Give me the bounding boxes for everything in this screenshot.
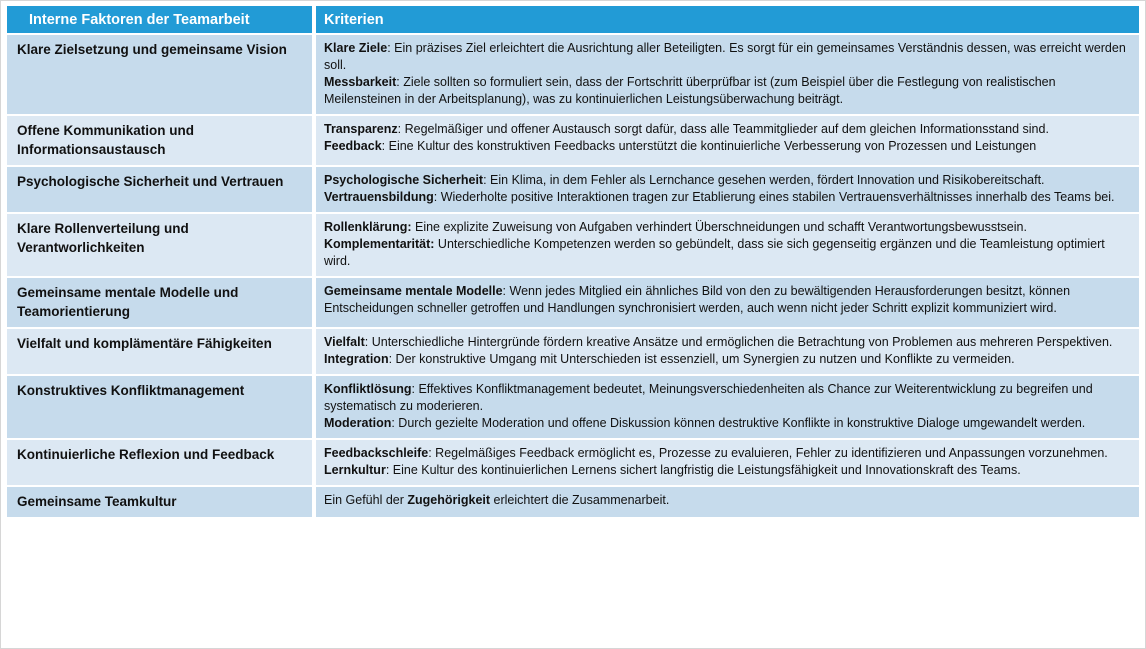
factor-cell: Kontinuierliche Reflexion und Feedback	[7, 440, 312, 485]
criterion-term: Komplementarität:	[324, 237, 435, 251]
criterion-text: : Effektives Konfliktmanagement bedeutet, Meinungsverschiedenheiten als Chance zur Weiterentwicklung zu begreifen und systematisch zu moderieren.	[324, 382, 1093, 413]
criterion-term: Gemeinsame mentale Modelle	[324, 284, 503, 298]
criteria-cell	[312, 278, 1139, 327]
table-row	[7, 116, 1139, 167]
criteria-cell	[312, 214, 1139, 276]
criteria-cell	[312, 167, 1139, 212]
table-row	[7, 167, 1139, 214]
table-row	[7, 329, 1139, 376]
criterion-paragraph	[324, 121, 1131, 138]
criterion-paragraph	[324, 445, 1131, 462]
criterion-term: Feedbackschleife	[324, 446, 429, 460]
criterion-text: : Durch gezielte Moderation und offene Diskussion können destruktive Konflikte in konstruktive Dialoge umgewandelt werden.	[391, 416, 1086, 430]
table-body	[7, 35, 1139, 517]
criterion-text: Ein Gefühl der	[324, 493, 408, 507]
criterion-text: : Regelmäßiges Feedback ermöglicht es, Prozesse zu evaluieren, Fehler zu identifizieren und Anpassungen vorzunehmen.	[428, 446, 1108, 460]
criterion-text: : Regelmäßiger und offener Austausch sorgt dafür, dass alle Teammitglieder auf dem gleichen Informationsstand sind.	[397, 122, 1049, 136]
table-row	[7, 214, 1139, 278]
criterion-paragraph	[324, 236, 1131, 270]
factor-cell: Konstruktives Konfliktmanagement	[7, 376, 312, 438]
criteria-cell	[312, 376, 1139, 438]
criterion-text: : Wenn jedes Mitglied ein ähnliches Bild von den zu bewältigenden Herausforderungen besitzt, können Entscheidungen schneller getroffen und Handlungen synchronisiert werden, auch wenn nicht jeder Schritt explizit kommuniziert wird.	[324, 284, 1071, 315]
criterion-paragraph	[324, 189, 1131, 206]
criterion-text: : Wiederholte positive Interaktionen tragen zur Etablierung eines stabilen Vertrauensverhältnisses innerhalb des Teams bei.	[433, 190, 1115, 204]
table-row	[7, 487, 1139, 517]
criterion-term: Transparenz	[324, 122, 398, 136]
criterion-paragraph	[324, 462, 1131, 479]
criterion-paragraph	[324, 172, 1131, 189]
factor-cell: Psychologische Sicherheit und Vertrauen	[7, 167, 312, 212]
criteria-cell	[312, 440, 1139, 485]
criterion-paragraph	[324, 219, 1131, 236]
criterion-text: : Ein Klima, in dem Fehler als Lernchance gesehen werden, fördert Innovation und Risikobereitschaft.	[483, 173, 1045, 187]
factor-cell: Klare Zielsetzung und gemeinsame Vision	[7, 35, 312, 114]
criteria-cell	[312, 329, 1139, 374]
criterion-paragraph	[324, 334, 1131, 351]
criterion-text: Unterschiedliche Kompetenzen werden so gebündelt, dass sie sich gegenseitig ergänzen und die Teamleistung optimiert wird.	[324, 237, 1105, 268]
criterion-term: Konfliktlösung	[324, 382, 412, 396]
criterion-term: Integration	[324, 352, 389, 366]
criterion-text: Eine explizite Zuweisung von Aufgaben verhindert Überschneidungen und schafft Verantwortungsbewusstsein.	[411, 220, 1027, 234]
criterion-paragraph	[324, 74, 1131, 108]
criterion-term: Zugehörigkeit	[407, 493, 491, 507]
factor-cell: Gemeinsame Teamkultur	[7, 487, 312, 517]
criterion-paragraph	[324, 415, 1131, 432]
criteria-cell	[312, 116, 1139, 165]
criterion-term: Moderation	[324, 416, 392, 430]
criterion-paragraph	[324, 40, 1131, 74]
criteria-cell	[312, 487, 1139, 517]
criterion-text: : Ein präzises Ziel erleichtert die Ausrichtung aller Beteiligten. Es sorgt für ein gemeinsames Verständnis dessen, was erreicht werden soll.	[324, 41, 1126, 72]
criterion-text: : Eine Kultur des konstruktiven Feedbacks unterstützt die kontinuierliche Verbesserung von Prozessen und Leistungen	[381, 139, 1037, 153]
table-row	[7, 35, 1139, 116]
criterion-term: Lernkultur	[324, 463, 386, 477]
criterion-paragraph	[324, 283, 1131, 317]
criterion-paragraph	[324, 351, 1131, 368]
table-row	[7, 376, 1139, 440]
criterion-text: : Eine Kultur des kontinuierlichen Lernens sichert langfristig die Leistungsfähigkeit und Innovationskraft des Teams.	[385, 463, 1021, 477]
criterion-paragraph	[324, 492, 1131, 509]
factor-cell: Gemeinsame mentale Modelle und Teamorientierung	[7, 278, 312, 327]
column-header-interne-faktoren: Interne Faktoren der Teamarbeit	[29, 11, 250, 28]
criterion-term: Klare Ziele	[324, 41, 388, 55]
criterion-term: Vertrauensbildung	[324, 190, 434, 204]
criterion-term: Rollenklärung:	[324, 220, 412, 234]
criterion-text: : Der konstruktive Umgang mit Unterschieden ist essenziell, um Synergien zu nutzen und Konflikte zu vermeiden.	[388, 352, 1015, 366]
factor-cell: Offene Kommunikation und Informationsaustausch	[7, 116, 312, 165]
criterion-text: : Unterschiedliche Hintergründe fördern kreative Ansätze und ermöglichen die Betrachtung von Problemen aus mehreren Perspektiven.	[364, 335, 1113, 349]
criterion-term: Feedback	[324, 139, 382, 153]
table-row	[7, 278, 1139, 329]
criterion-term: Psychologische Sicherheit	[324, 173, 484, 187]
factor-cell: Klare Rollenverteilung und Verantworlichkeiten	[7, 214, 312, 276]
table-header-row	[7, 6, 1139, 35]
criterion-text: erleichtert die Zusammenarbeit.	[490, 493, 670, 507]
criterion-paragraph	[324, 381, 1131, 415]
factor-cell: Vielfalt und komplämentäre Fähigkeiten	[7, 329, 312, 374]
factors-table	[7, 6, 1139, 517]
criterion-text: : Ziele sollten so formuliert sein, dass der Fortschritt überprüfbar ist (zum Beispiel über die Festlegung von realistischen Meilensteinen in der Arbeitsplanung), was zu kontinuierlichen Leistungsüberwachung beiträgt.	[324, 75, 1056, 106]
criterion-term: Messbarkeit	[324, 75, 397, 89]
table-row	[7, 440, 1139, 487]
criterion-paragraph	[324, 138, 1131, 155]
criterion-term: Vielfalt	[324, 335, 365, 349]
column-header-kriterien: Kriterien	[312, 6, 1139, 33]
criteria-cell	[312, 35, 1139, 114]
